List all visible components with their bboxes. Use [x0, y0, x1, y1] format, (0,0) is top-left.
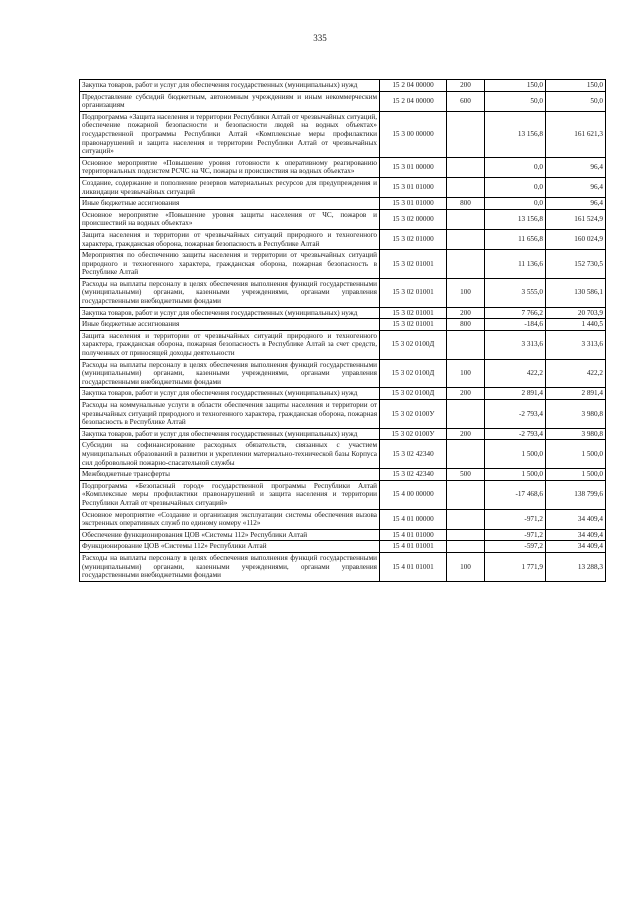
row-amount-change: 1 500,0 — [485, 440, 546, 469]
table-row — [80, 157, 606, 177]
row-target-code: 15 3 02 01001 — [380, 307, 447, 319]
row-target-code: 15 3 01 00000 — [380, 157, 447, 177]
row-amount-change: 422,2 — [485, 359, 546, 388]
row-amount-total: 20 703,9 — [546, 307, 606, 319]
row-expense-type: 500 — [447, 469, 485, 481]
row-name: Межбюджетные трансферты — [80, 469, 380, 481]
row-expense-type — [447, 330, 485, 359]
row-target-code: 15 3 02 0100Д — [380, 330, 447, 359]
row-amount-change: 2 891,4 — [485, 388, 546, 400]
row-amount-total: 160 024,9 — [546, 229, 606, 249]
row-expense-type: 800 — [447, 319, 485, 331]
row-expense-type — [447, 250, 485, 279]
row-amount-total: 2 891,4 — [546, 388, 606, 400]
row-name: Защита населения и территории от чрезвычайных ситуаций природного и техногенного характера, гражданская оборона, пожарная безопасность в Республике Алтай за счет средств, полученных от приносящей доходы деятельности — [80, 330, 380, 359]
row-amount-total: 50,0 — [546, 91, 606, 111]
row-amount-total: 34 409,4 — [546, 509, 606, 529]
table-row — [80, 229, 606, 249]
row-target-code: 15 4 01 01001 — [380, 552, 447, 581]
row-expense-type: 800 — [447, 198, 485, 210]
row-target-code: 15 3 02 01001 — [380, 278, 447, 307]
row-expense-type — [447, 509, 485, 529]
row-amount-change: 50,0 — [485, 91, 546, 111]
row-target-code: 15 3 02 0100У — [380, 400, 447, 429]
row-expense-type: 100 — [447, 359, 485, 388]
row-amount-total: 3 980,8 — [546, 428, 606, 440]
row-name: Основное мероприятие «Повышение уровня защиты населения от ЧС, пожаров и происшествий на водных объектах» — [80, 209, 380, 229]
row-amount-change: 1 771,9 — [485, 552, 546, 581]
row-target-code: 15 3 02 0100Д — [380, 359, 447, 388]
row-expense-type — [447, 157, 485, 177]
table-row — [80, 177, 606, 197]
row-amount-change: 7 766,2 — [485, 307, 546, 319]
row-target-code: 15 3 02 01001 — [380, 250, 447, 279]
row-amount-total: 3 980,8 — [546, 400, 606, 429]
row-name: Расходы на выплаты персоналу в целях обеспечения выполнения функций государственными (муниципальными) органами, казенными учреждениями, органами управления государственными внебюджетными фондами — [80, 278, 380, 307]
budget-table-body — [80, 80, 606, 582]
row-amount-total: 150,0 — [546, 80, 606, 92]
table-row — [80, 209, 606, 229]
row-amount-change: 0,0 — [485, 177, 546, 197]
table-row — [80, 400, 606, 429]
row-name: Подпрограмма «Защита населения и территории Республики Алтай от чрезвычайных ситуаций, обеспечение пожарной безопасности и безопасности людей на водных объектах» государственной программы Республики Алтай «Комплексные меры профилактики правонарушений и защита населения и территории Республики Алтай от чрезвычайных ситуаций» — [80, 111, 380, 157]
row-name: Расходы на выплаты персоналу в целях обеспечения выполнения функций государственными (муниципальными) органами, казенными учреждениями, органами управления государственными внебюджетными фондами — [80, 359, 380, 388]
row-amount-change: 1 500,0 — [485, 469, 546, 481]
row-amount-change: 150,0 — [485, 80, 546, 92]
row-amount-total: 96,4 — [546, 177, 606, 197]
row-amount-change: 13 156,8 — [485, 209, 546, 229]
row-expense-type: 200 — [447, 80, 485, 92]
row-target-code: 15 3 02 42340 — [380, 440, 447, 469]
row-name: Расходы на коммунальные услуги в области обеспечения защиты населения и территории от чрезвычайных ситуаций природного и техногенного характера, гражданская оборона, пожарная безопасность в Республике Алтай — [80, 400, 380, 429]
table-row — [80, 509, 606, 529]
row-target-code: 15 4 01 01000 — [380, 529, 447, 541]
table-row — [80, 91, 606, 111]
row-name: Субсидии на софинансирование расходных обязательств, связанных с участием муниципальных образований в развитии и укреплении материально-технической базы Корпуса сил добровольной пожарно-спасательной службы — [80, 440, 380, 469]
row-expense-type: 200 — [447, 388, 485, 400]
table-row — [80, 428, 606, 440]
table-row — [80, 529, 606, 541]
row-expense-type — [447, 480, 485, 509]
table-row — [80, 330, 606, 359]
row-target-code: 15 2 04 00000 — [380, 80, 447, 92]
row-target-code: 15 3 00 00000 — [380, 111, 447, 157]
row-amount-change: -971,2 — [485, 509, 546, 529]
table-row — [80, 198, 606, 210]
row-target-code: 15 3 02 42340 — [380, 469, 447, 481]
row-expense-type — [447, 440, 485, 469]
row-amount-change: -2 793,4 — [485, 400, 546, 429]
budget-table — [79, 79, 606, 582]
row-name: Создание, содержание и пополнение резервов материальных ресурсов для предупреждения и ликвидации чрезвычайных ситуаций — [80, 177, 380, 197]
row-amount-change: 0,0 — [485, 198, 546, 210]
page-number: 335 — [313, 33, 327, 43]
row-target-code: 15 3 01 01000 — [380, 177, 447, 197]
row-amount-total: 422,2 — [546, 359, 606, 388]
row-amount-total: 138 799,6 — [546, 480, 606, 509]
row-expense-type — [447, 529, 485, 541]
row-amount-total: 96,4 — [546, 198, 606, 210]
row-expense-type — [447, 177, 485, 197]
table-row — [80, 480, 606, 509]
table-row — [80, 250, 606, 279]
row-amount-change: 11 136,6 — [485, 250, 546, 279]
table-row — [80, 80, 606, 92]
row-amount-change: 3 555,0 — [485, 278, 546, 307]
row-amount-total: 34 409,4 — [546, 529, 606, 541]
row-amount-total: 1 500,0 — [546, 440, 606, 469]
table-row — [80, 278, 606, 307]
table-row — [80, 111, 606, 157]
row-target-code: 15 4 01 01001 — [380, 541, 447, 553]
table-row — [80, 388, 606, 400]
table-row — [80, 541, 606, 553]
row-name: Подпрограмма «Безопасный город» государственной программы Республики Алтай «Комплексные меры профилактики правонарушений и защита населения и территории Республики Алтай от чрезвычайных ситуаций» — [80, 480, 380, 509]
row-target-code: 15 4 01 00000 — [380, 509, 447, 529]
row-name: Иные бюджетные ассигнования — [80, 198, 380, 210]
row-name: Обеспечение функционирования ЦОВ «Системы 112» Республики Алтай — [80, 529, 380, 541]
row-amount-change: -971,2 — [485, 529, 546, 541]
row-amount-total: 152 730,5 — [546, 250, 606, 279]
row-target-code: 15 3 02 01000 — [380, 229, 447, 249]
row-amount-change: 11 656,8 — [485, 229, 546, 249]
row-amount-change: -2 793,4 — [485, 428, 546, 440]
row-expense-type: 200 — [447, 428, 485, 440]
row-target-code: 15 2 04 00000 — [380, 91, 447, 111]
table-row — [80, 307, 606, 319]
row-target-code: 15 4 00 00000 — [380, 480, 447, 509]
row-amount-total: 96,4 — [546, 157, 606, 177]
row-name: Расходы на выплаты персоналу в целях обеспечения выполнения функций государственными (муниципальными) органами, казенными учреждениями, органами управления государственными внебюджетными фондами — [80, 552, 380, 581]
row-amount-total: 1 500,0 — [546, 469, 606, 481]
row-name: Закупка товаров, работ и услуг для обеспечения государственных (муниципальных) нужд — [80, 428, 380, 440]
table-row — [80, 440, 606, 469]
table-row — [80, 552, 606, 581]
row-amount-change: 13 156,8 — [485, 111, 546, 157]
table-row — [80, 319, 606, 331]
row-target-code: 15 3 02 00000 — [380, 209, 447, 229]
row-amount-total: 130 586,1 — [546, 278, 606, 307]
row-name: Закупка товаров, работ и услуг для обеспечения государственных (муниципальных) нужд — [80, 307, 380, 319]
row-expense-type — [447, 541, 485, 553]
row-amount-change: -17 468,6 — [485, 480, 546, 509]
row-name: Закупка товаров, работ и услуг для обеспечения государственных (муниципальных) нужд — [80, 80, 380, 92]
row-name: Предоставление субсидий бюджетным, автономным учреждениям и иным некоммерческим организациям — [80, 91, 380, 111]
row-amount-change: -184,6 — [485, 319, 546, 331]
row-target-code: 15 3 01 01000 — [380, 198, 447, 210]
row-target-code: 15 3 02 01001 — [380, 319, 447, 331]
row-name: Закупка товаров, работ и услуг для обеспечения государственных (муниципальных) нужд — [80, 388, 380, 400]
row-amount-total: 161 524,9 — [546, 209, 606, 229]
row-amount-change: 0,0 — [485, 157, 546, 177]
row-expense-type — [447, 111, 485, 157]
row-expense-type: 200 — [447, 307, 485, 319]
row-name: Мероприятия по обеспечению защиты населения и территории от чрезвычайных ситуаций природного и техногенного характера, гражданская оборона, пожарная безопасность в Республике Алтай — [80, 250, 380, 279]
row-target-code: 15 3 02 0100У — [380, 428, 447, 440]
row-name: Иные бюджетные ассигнования — [80, 319, 380, 331]
row-amount-total: 3 313,6 — [546, 330, 606, 359]
row-target-code: 15 3 02 0100Д — [380, 388, 447, 400]
row-name: Основное мероприятие «Создание и организация эксплуатации системы обеспечения вызова экстренных оперативных служб по единому номеру «112» — [80, 509, 380, 529]
row-expense-type — [447, 209, 485, 229]
table-row — [80, 359, 606, 388]
row-amount-change: 3 313,6 — [485, 330, 546, 359]
row-name: Основное мероприятие «Повышение уровня готовности к оперативному реагированию территориальных подсистем РСЧС на ЧС, пожары и происшествия на водных объектах» — [80, 157, 380, 177]
row-expense-type: 100 — [447, 278, 485, 307]
row-expense-type — [447, 229, 485, 249]
row-amount-total: 161 621,3 — [546, 111, 606, 157]
row-amount-total: 13 288,3 — [546, 552, 606, 581]
row-expense-type: 600 — [447, 91, 485, 111]
table-row — [80, 469, 606, 481]
row-amount-total: 34 409,4 — [546, 541, 606, 553]
row-expense-type: 100 — [447, 552, 485, 581]
row-amount-change: -597,2 — [485, 541, 546, 553]
row-amount-total: 1 440,5 — [546, 319, 606, 331]
row-expense-type — [447, 400, 485, 429]
row-name: Защита населения и территории от чрезвычайных ситуаций природного и техногенного характера, гражданская оборона, пожарная безопасность в Республике Алтай — [80, 229, 380, 249]
row-name: Функционирование ЦОВ «Системы 112» Республики Алтай — [80, 541, 380, 553]
